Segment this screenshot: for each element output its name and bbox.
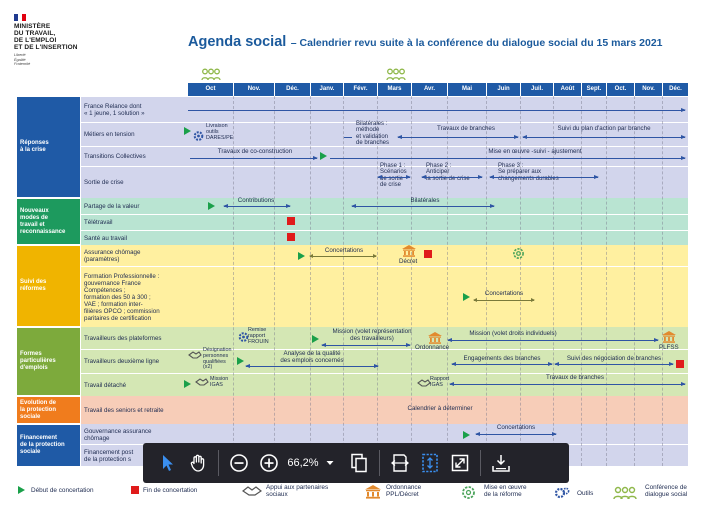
start-concertation-marker	[463, 431, 470, 439]
fullscreen-icon	[451, 454, 469, 472]
timeline-arrow	[448, 340, 658, 341]
timeline-arrow	[190, 158, 317, 159]
event-coconstruction: Travaux de co-construction	[217, 148, 293, 155]
legend-mise-en-oeuvre-icon	[461, 485, 476, 500]
appui-handshake-icon	[188, 350, 202, 360]
toolbar-divider	[218, 450, 219, 476]
motto-line: Égalité	[14, 57, 26, 62]
event-bilaterales-2: Bilatérales	[410, 197, 440, 204]
timeline-line	[344, 137, 352, 138]
viewer-toolbar	[143, 443, 569, 483]
logo-line: DE L'EMPLOI	[14, 37, 57, 44]
download-tray-icon	[491, 453, 511, 473]
event-bilaterales: Bilatérales : méthode et validation de branches	[356, 121, 390, 146]
ordonnance-building-icon	[401, 244, 417, 257]
timeline-arrow	[555, 364, 673, 365]
ministry-logo	[14, 14, 104, 67]
event-mission-2: Mission (volet droits individuels)	[469, 330, 557, 337]
concertation-range	[310, 256, 376, 257]
logo-motto	[14, 53, 104, 67]
event-mission-1: Mission (volet représentation des travailleurs)	[332, 328, 412, 342]
legend-mise: Mise en œuvre de la réforme	[484, 484, 527, 498]
row-label: Métiers en tension	[84, 131, 135, 138]
timeline-arrow	[523, 137, 685, 138]
row-separator	[81, 214, 688, 215]
legend-ordonnance-icon	[364, 484, 382, 499]
month-header: Sept.	[582, 83, 606, 96]
legend-handshake-icon	[242, 485, 262, 497]
event-mise-en-oeuvre: Mise en œuvre -suivi - ajustement	[488, 148, 582, 155]
start-concertation-marker	[208, 202, 215, 210]
event-concertations-2: Concertations	[484, 290, 524, 297]
appui-handshake-icon	[195, 377, 209, 387]
timeline-arrow	[246, 366, 378, 367]
row-label: Travail des seniors et retraite	[84, 407, 164, 414]
title-sub: – Calendrier revu suite à la conférence du dialogue social du 15 mars 2021	[290, 37, 663, 49]
legend-fin: Fin de concertation	[143, 487, 198, 494]
row-label: Gouvernance assurance chômage	[84, 427, 152, 442]
appui-handshake-icon	[417, 378, 431, 388]
month-header: Déc.	[663, 83, 688, 96]
toolbar-divider	[379, 450, 380, 476]
category-emplois: Formes particulières d'emplois	[17, 328, 80, 395]
row-label: Travailleurs des plateformes	[84, 335, 162, 342]
zoom-dropdown-button[interactable]	[322, 447, 338, 479]
fit-page-button[interactable]	[415, 447, 445, 479]
title-main: Agenda social	[188, 34, 287, 50]
month-header: Oct.	[607, 83, 634, 96]
legend-conference-icon	[613, 486, 637, 500]
hand-icon	[189, 454, 207, 472]
legend-outils: Outils	[577, 490, 594, 497]
page-view-button[interactable]	[344, 447, 374, 479]
event-decret: Décret	[399, 258, 418, 265]
legend-appui: Appui aux partenaires sociaux	[266, 484, 329, 498]
start-concertation-marker	[184, 127, 191, 135]
mise-en-oeuvre-icon	[512, 247, 525, 260]
timeline-arrow	[450, 384, 685, 385]
fit-page-icon	[420, 453, 440, 473]
timeline-arrow	[352, 206, 494, 207]
zoom-in-icon	[259, 453, 279, 473]
row-separator	[81, 266, 688, 267]
event-travaux-branches: Travaux de branches	[437, 125, 495, 132]
fit-width-icon	[390, 453, 410, 473]
event-mission-igas: Mission IGAS	[210, 376, 229, 388]
marianne-flag-icon	[14, 14, 26, 21]
row-label: Travail détaché	[84, 381, 127, 389]
month-header: Déc.	[275, 83, 310, 96]
category-travail: Nouveaux modes de travail et reconnaissance	[17, 199, 80, 244]
month-header: Nov.	[635, 83, 662, 96]
month-header: Août	[554, 83, 581, 96]
row-label: Santé au travail	[84, 234, 127, 242]
month-divider	[662, 96, 663, 466]
category-crise: Réponses à la crise	[17, 97, 80, 197]
start-concertation-marker	[463, 293, 470, 301]
row-separator	[81, 230, 688, 231]
zoom-in-button[interactable]	[254, 447, 284, 479]
pages-icon	[350, 453, 368, 473]
row-separator	[81, 349, 688, 350]
row-label: Travailleurs deuxième ligne	[84, 358, 160, 365]
logo-line: DU TRAVAIL,	[14, 30, 56, 37]
event-concertations-3: Concertations	[496, 424, 536, 431]
row-label: Sortie de crise	[84, 178, 124, 186]
motto-line: Fraternité	[14, 62, 31, 66]
timeline-arrow	[378, 177, 410, 178]
zoom-level[interactable]: 66,2%	[287, 457, 319, 469]
download-button[interactable]	[486, 447, 516, 479]
event-engagements: Engagements des branches	[463, 355, 541, 362]
category-protection: Evolution de la protection sociale	[17, 397, 80, 423]
month-header: Févr.	[344, 83, 377, 96]
event-phase1: Phase 1 : Scénarios de sortie de crise	[380, 163, 407, 188]
caret-down-icon	[325, 459, 335, 467]
month-header: Janv.	[311, 83, 343, 96]
fit-width-button[interactable]	[385, 447, 415, 479]
month-header: Juin	[487, 83, 520, 96]
timeline-arrow	[330, 158, 685, 159]
motto-line: Liberté	[14, 53, 26, 57]
category-reformes: Suivi des réformes	[17, 246, 80, 326]
concertation-range	[474, 300, 534, 301]
row-label: France Relance dont « 1 jeune, 1 solution »	[84, 103, 145, 117]
month-header: Mai	[448, 83, 486, 96]
row-label: Financement post de la protection s	[84, 448, 134, 463]
row-label: Transitions Collectives	[84, 153, 146, 160]
end-concertation-marker	[287, 233, 295, 241]
ordonnance-building-icon	[427, 331, 443, 344]
row-label: Formation Professionnelle : gouvernance France Compétences ; formation des 50 à 300 ; VAE ; formation inter- filières OPCO ; commission paritaires de certification	[84, 272, 160, 322]
start-concertation-marker	[298, 252, 305, 260]
start-concertation-marker	[184, 380, 191, 388]
zoom-out-button[interactable]	[224, 447, 254, 479]
legend-debut: Début de concertation	[31, 487, 94, 494]
event-plfss: PLFSS	[659, 344, 679, 351]
timeline-arrow	[452, 364, 552, 365]
row-label: Télétravail	[84, 219, 113, 226]
legend-conference: Conférence de dialogue social	[645, 484, 688, 498]
toolbar-divider	[480, 450, 481, 476]
legend-ordonnance: Ordonnance PPL/Décret	[386, 484, 422, 498]
event-phase3: Phase 3 : Se préparer aux changements durables	[498, 163, 559, 182]
section-bg-reformes	[81, 245, 688, 327]
cursor-arrow-icon	[160, 454, 176, 472]
end-concertation-marker	[676, 360, 684, 368]
fullscreen-button[interactable]	[445, 447, 475, 479]
event-designation: Désignation personnes qualifiées (x2)	[203, 347, 232, 371]
event-suivi-plan: Suivi du plan d'action par branche	[557, 125, 651, 132]
ordonnance-building-icon	[661, 330, 677, 343]
event-analyse: Analyse de la qualité des emplois concernés	[280, 350, 344, 364]
select-tool-button[interactable]	[153, 447, 183, 479]
legend-start-marker	[18, 486, 25, 494]
timeline-arrow	[188, 110, 685, 111]
event-contributions: Contributions	[237, 197, 275, 204]
conference-icon	[201, 68, 221, 81]
month-header: Avr.	[412, 83, 447, 96]
month-header: Oct	[188, 83, 233, 96]
page-title	[188, 33, 663, 51]
event-ordonnance: Ordonnance	[415, 344, 450, 351]
pan-tool-button[interactable]	[183, 447, 213, 479]
timeline-arrow	[322, 345, 410, 346]
legend-end-marker	[131, 486, 139, 494]
event-travaux-branches-2: Travaux de branches	[546, 374, 604, 381]
event-suivi-nego: Suivi des négociation de branches	[566, 355, 662, 362]
tools-gear-icon	[192, 130, 205, 142]
timeline-arrow	[224, 206, 290, 207]
category-financement: Financement de la protection sociale	[17, 425, 80, 466]
legend-outils-icon	[554, 486, 570, 500]
row-label: Assurance chômage (paramètres)	[84, 249, 141, 263]
month-header: Nov.	[234, 83, 274, 96]
timeline-arrow	[490, 177, 598, 178]
event-remise-rapport: Remise rapport FROUIN	[248, 327, 269, 345]
timeline-arrow	[422, 177, 482, 178]
start-concertation-marker	[320, 152, 327, 160]
event-livraison: Livraison outils DARES/PE	[206, 123, 234, 141]
conference-icon	[386, 68, 406, 81]
zoom-out-icon	[229, 453, 249, 473]
start-concertation-marker	[237, 357, 244, 365]
timeline-arrow	[476, 434, 556, 435]
event-rapport-igas: Rapport IGAS	[430, 376, 450, 388]
logo-line: ET DE L'INSERTION	[14, 44, 78, 51]
end-concertation-marker	[424, 250, 432, 258]
logo-line: MINISTÈRE	[14, 23, 51, 30]
end-concertation-marker	[287, 217, 295, 225]
timeline-arrow	[398, 137, 518, 138]
event-calendrier: Calendrier à déterminer	[407, 405, 473, 412]
event-concertations-1: Concertations	[324, 247, 364, 254]
event-phase2: Phase 2 : Anticiper la sortie de crise	[426, 163, 470, 182]
month-header: Juil.	[521, 83, 553, 96]
month-header: Mars	[378, 83, 411, 96]
row-label: Partage de la valeur	[84, 203, 140, 210]
